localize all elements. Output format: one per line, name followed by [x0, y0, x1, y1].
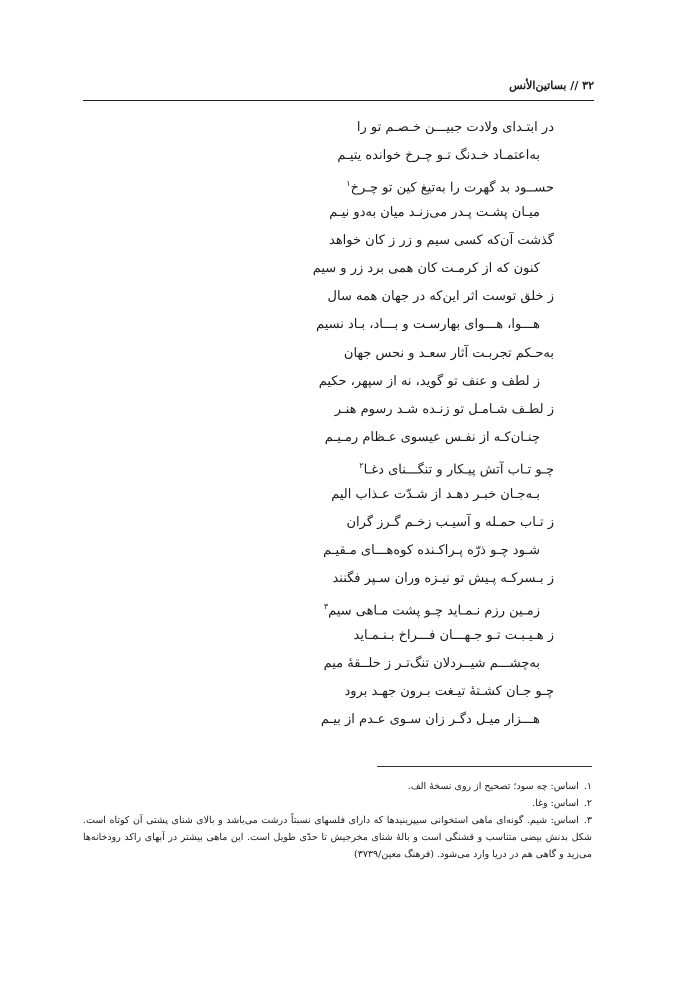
footnote-item: [83, 812, 592, 863]
poem-line: [347, 513, 555, 533]
poem-line: [337, 146, 540, 166]
poem-line-text: در ابتـدای ولادت جبیـــن خـصـم تو را: [356, 120, 554, 135]
poem-line-text: ز لطـف شـامـل تو زنـده شـد رسوم هنـر: [334, 402, 554, 417]
poem-line: [331, 485, 540, 505]
footnote-text: اساس: وغا.: [532, 798, 579, 809]
poem-line: [328, 287, 554, 307]
footnote-item: [83, 778, 592, 795]
poem-line: [357, 118, 554, 138]
poem-line: [329, 231, 554, 251]
header-rule: [83, 100, 594, 101]
footnote-number: ۳.: [583, 815, 592, 826]
poem-line: [325, 428, 540, 448]
footnote-text: اساس: شیم. گونه‌ای ماهی استخوانی سیپرینیدها که دارای فلسهای نسبتاً درشت می‌باشد و بالای شنای پشتی آن کوتاه است. شکل بدنش بیضی متناسب و قشنگی است و بالهٔ شنای مخرجیش تا حدّی طویل است. این ماهی بیشتر در آبهای راکد رودخانه‌ها می‌زید و گاهی هم در دریا وارد می‌شود. (فرهنگ معین/۳۷۳۹): [83, 815, 592, 860]
poem-line: [332, 569, 554, 589]
poem-line-text: حســود بد گهرت را به‌تیغ کین تو چـرخ: [350, 180, 554, 196]
poem-line: [323, 541, 540, 561]
poem-line: [324, 597, 540, 621]
footnote-separator: [377, 766, 592, 767]
footnote-item: [83, 795, 592, 812]
poem-line-text: به‌حـکم تجربـت آثار سعـد و نحس جهان: [343, 345, 554, 361]
poem-line: [324, 654, 540, 674]
poem-line-text: چـو جـان کشـتهٔ تیـغت بـرون جهـد برود: [344, 684, 554, 699]
footnote-marker: ۲: [359, 461, 364, 471]
poem-line-text: ز تـاب حمـله و آسیـب زخـم گـرز گران: [346, 514, 554, 530]
poem-line-text: به‌چشـــم شیــردلان تنگ‌تـر ز حلــقهٔ میم: [323, 655, 540, 671]
header-title: ۳۲ // بساتین‌الأنس: [509, 79, 594, 92]
poem-line-text: چنـان‌کـه از نفـس عیسوی عـظام رمـیـم: [324, 430, 540, 446]
poem-line: [335, 400, 554, 420]
poem-line: [316, 315, 540, 335]
poem-line-text: ز بـسرکـه پـیش تو نیـزه وران سـپر فگنند: [332, 571, 554, 587]
footnote-text: اساس: چه سود؛ تصحیح از روی نسخهٔ الف.: [407, 781, 579, 792]
poem-line-text: به‌اعتمـاد خـدنگ تـو چـرخ خوانده یتیـم: [337, 148, 540, 164]
footnote-marker: ۱: [346, 179, 351, 189]
poem-line-text: هـــزار میـل دگـر زان سـوی عـدم از بیـم: [320, 712, 540, 728]
poem-line-text: میـان پشـت پـدر می‌زنـد میان به‌دو نیـم: [329, 204, 540, 220]
poem-line: [329, 203, 540, 223]
poem-line-text: ز خلق توست اثر این‌که در جهان همه سال: [327, 289, 554, 305]
footnotes: [83, 778, 592, 863]
poem-line: [313, 259, 540, 279]
poem-line: [319, 372, 540, 392]
running-header: [83, 79, 594, 99]
poem-line-text: چـو تـاب آتش پیـکار و تنگـــنای دغـا: [363, 462, 554, 478]
footnote-number: ۱.: [583, 781, 592, 792]
poem-line: [344, 682, 554, 702]
footnote-marker: ۳: [323, 602, 329, 612]
poem-line-text: شـود چـو ذرّه پـراکـنده کوه‌هـــای مـقیـم: [323, 543, 540, 558]
poem-line: [321, 710, 540, 730]
poem-line: [359, 456, 554, 480]
poem-line-text: هـــوا، هـــوای بهارسـت و بـــاد، بـاد نسیم: [316, 317, 540, 333]
poem-line-text: زمـین رزم نـمـاید چـو پشت مـاهی سیم: [328, 603, 540, 619]
poem-line: [354, 626, 554, 646]
poem-line: [346, 174, 554, 198]
footnote-number: ۲.: [583, 798, 592, 809]
poem-line-text: کنون که از کرمـت کان همی برد زر و سیم: [312, 261, 540, 276]
poem-line-text: گذشت آن‌که کسی سیم و زر ز کان خواهد: [329, 232, 554, 248]
poem-line-text: ز لطف و عنف تو گوید، نه از سپهر، حکیم: [318, 373, 540, 389]
poem-line: [344, 344, 554, 364]
poem-line-text: ز هـیـبـت تـو جـهـــان فـــراخ بـنـمـاید: [353, 627, 554, 643]
poem-line-text: بـه‌جـان خبـر دهـد از شـدّت عـذاب الیم: [331, 486, 540, 502]
